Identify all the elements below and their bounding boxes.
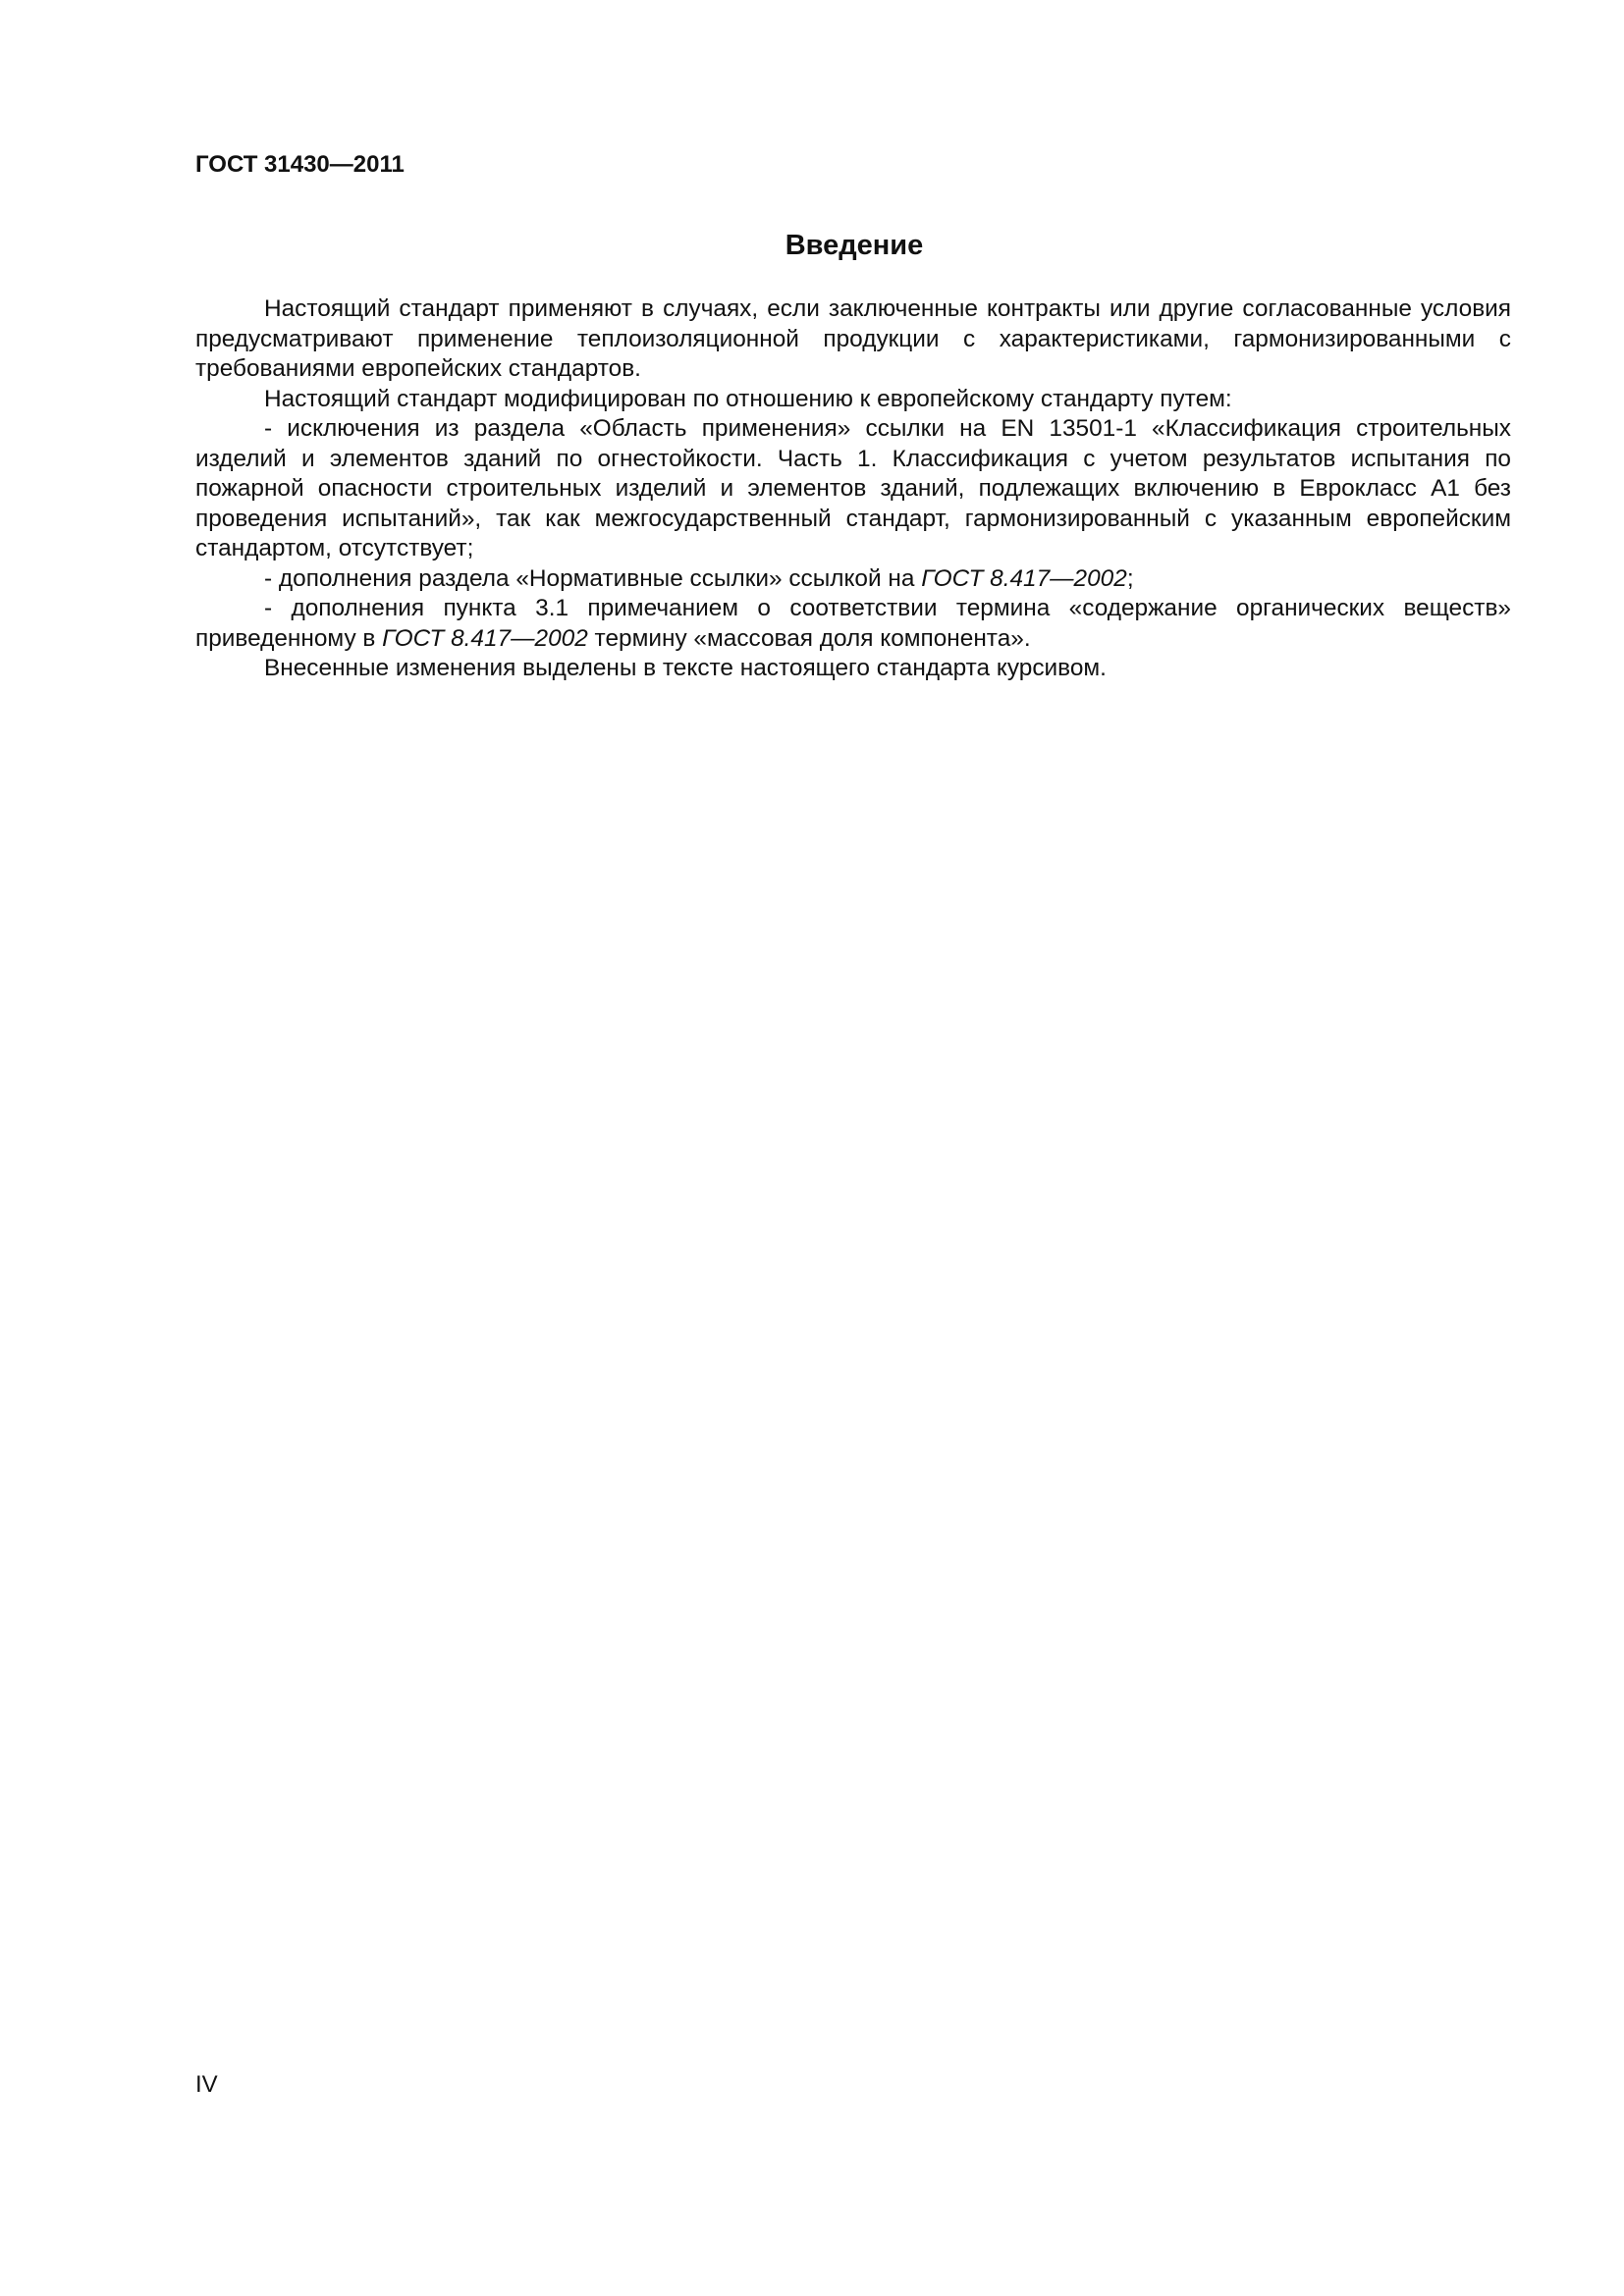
document-code: ГОСТ 31430—2011 bbox=[195, 151, 405, 178]
paragraph: Настоящий стандарт применяют в случаях, если заключенные контракты или другие согласованные условия предусматривают применение теплоизоляционной продукции с характеристиками, гармонизированными с требованиями европейских стандартов. bbox=[195, 295, 1511, 382]
list-item: - исключения из раздела «Область применения» ссылки на EN 13501-1 «Классификация строительных изделий и элементов зданий по огнестойкости. Часть 1. Классификация с учетом результатов испытания по пожарной опасности строительных изделий и элементов зданий, подлежащих включению в Еврокласс А1 без проведения испытаний», так как межгосударственный стандарт, гармонизированный с указанным европейским стандартом, отсутствует; bbox=[195, 415, 1511, 561]
list-item-text: термину «массовая доля компонента». bbox=[587, 624, 1031, 652]
standard-reference: ГОСТ 8.417—2002 bbox=[921, 564, 1127, 592]
list-item-text: - дополнения пункта 3.1 примечанием о соответствии термина «содержание органических веществ» приведенному в bbox=[195, 595, 1511, 652]
paragraph: Настоящий стандарт модифицирован по отношению к европейскому стандарту путем: bbox=[264, 385, 1232, 412]
section-body bbox=[195, 294, 1511, 684]
list-item bbox=[195, 564, 1511, 595]
page-number: IV bbox=[195, 2071, 218, 2098]
section-title: Введение bbox=[785, 230, 924, 261]
standard-reference: ГОСТ 8.417—2002 bbox=[382, 624, 588, 652]
list-item-text: - дополнения раздела «Нормативные ссылки» ссылкой на bbox=[264, 564, 922, 592]
list-item bbox=[195, 594, 1511, 654]
list-item-text: ; bbox=[1126, 564, 1134, 592]
paragraph: Внесенные изменения выделены в тексте настоящего стандарта курсивом. bbox=[264, 655, 1107, 681]
